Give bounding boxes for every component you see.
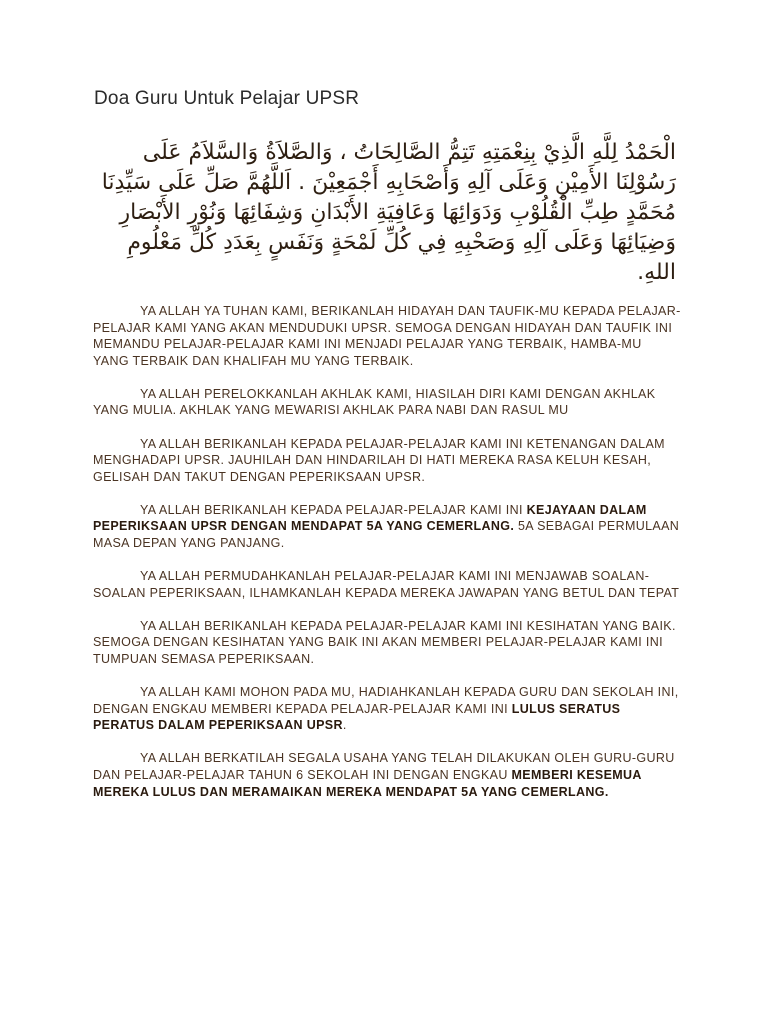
paragraph-text-after: 5A SEBAGAI PERMULAAN MASA DEPAN YANG PANJANG.: [93, 519, 680, 551]
paragraph-text: YA ALLAH BERIKANLAH KEPADA PELAJAR-PELAJAR KAMI INI KETENANGAN DALAM MENGHADAPI UPSR. JAUHILAH DAN HINDARILAH DI HATI MEREKA RASA KELUH KESAH, GELISAH DAN TAKUT DENGAN PEPERIKSAAN UPSR.: [93, 436, 665, 484]
paragraph-text: YA ALLAH PERMUDAHKANLAH PELAJAR-PELAJAR KAMI INI MENJAWAB SOALAN-SOALAN PEPERIKSAAN, ILHAMKANLAH KEPADA MEREKA JAWAPAN YANG BETUL DAN TEPAT: [93, 569, 680, 600]
paragraph-text: YA ALLAH BERIKANLAH KEPADA PELAJAR-PELAJAR KAMI INI KESIHATAN YANG BAIK. SEMOGA DENGAN KESIHATAN YANG BAIK INI AKAN MEMBERI PELAJAR-PELAJAR KAMI INI TUMPUAN SEMASA PEPERIKSAAN.: [93, 618, 676, 666]
paragraph-emphasis: KEJAYAAN DALAM PEPERIKSAAN UPSR DENGAN MENDAPAT 5A YANG CEMERLANG.: [93, 502, 647, 534]
prayer-paragraph: [93, 502, 681, 552]
paragraph-emphasis: LULUS SERATUS PERATUS DALAM PEPERIKSAAN UPSR: [93, 701, 621, 733]
arabic-prayer-text: الْحَمْدُ لِلَّهِ الَّذِيْ بِنِعْمَتِهِ تَتِمُّ الصَّالِحَاتُ ، وَالصَّلاَةُ وَالسَّلاَمُ عَلَى رَسُوْلِنَا الأَمِيْنِ وَعَلَى آلِهِ وَأَصْحَابِهِ أَجْمَعِيْنَ . اَللَّهُمَّ صَلِّ عَلَى سَيِّدِنَا مُحَمَّدٍ طِبِّ الْقُلُوْبِ وَدَوَائِهَا وَعَافِيَةِ الأَبْدَانِ وَشِفَائِهَا وَنُوْرِ الأَبْصَارِ وَضِيَائِهَا وَعَلَى آلِهِ وَصَحْبِهِ فِي كُلِّ لَمْحَةٍ وَنَفَسٍ بِعَدَدِ كُلِّ مَعْلُومِ اللهِ.: [101, 140, 676, 285]
paragraph-text: YA ALLAH BERIKANLAH KEPADA PELAJAR-PELAJAR KAMI INI: [140, 502, 527, 517]
paragraph-text-after: .: [342, 718, 347, 733]
paragraph-text: YA ALLAH PERELOKKANLAH AKHLAK KAMI, HIASILAH DIRI KAMI DENGAN AKHLAK YANG MULIA. AKHLAK YANG MEWARISI AKHLAK PARA NABI DAN RASUL MU: [93, 386, 656, 418]
paragraph-text: YA ALLAH KAMI MOHON PADA MU, HADIAHKANLAH KEPADA GURU DAN SEKOLAH INI, DENGAN ENGKAU MEMBERI KEPADA PELAJAR-PELAJAR KAMI INI: [93, 685, 679, 716]
prayer-paragraph: [93, 684, 681, 734]
paragraph-text: YA ALLAH YA TUHAN KAMI, BERIKANLAH HIDAYAH DAN TAUFIK-MU KEPADA PELAJAR-PELAJAR KAMI YANG AKAN MENDUDUKI UPSR. SEMOGA DENGAN HIDAYAH DAN TAUFIK INI MEMANDU PELAJAR-PELAJAR KAMI INI MENJADI PELAJAR YANG TERBAIK, HAMBA-MU YANG TERBAIK DAN KHALIFAH MU YANG TERBAIK.: [93, 304, 681, 368]
prayer-paragraph: [93, 568, 681, 601]
prayer-paragraph: [93, 436, 681, 486]
paragraph-text: YA ALLAH BERKATILAH SEGALA USAHA YANG TELAH DILAKUKAN OLEH GURU-GURU DAN PELAJAR-PELAJAR TAHUN 6 SEKOLAH INI DENGAN ENGKAU: [93, 751, 675, 782]
document-title: Doa Guru Untuk Pelajar UPSR: [94, 88, 360, 109]
prayer-paragraph: [93, 386, 681, 419]
prayer-paragraph: [93, 618, 681, 668]
prayer-paragraph: [93, 303, 681, 369]
prayer-paragraph: [93, 750, 681, 800]
prayer-paragraphs: [93, 303, 681, 817]
paragraph-emphasis: MEMBERI KESEMUA MEREKA LULUS DAN MERAMAIKAN MEREKA MENDAPAT 5A YANG CEMERLANG.: [93, 767, 642, 799]
